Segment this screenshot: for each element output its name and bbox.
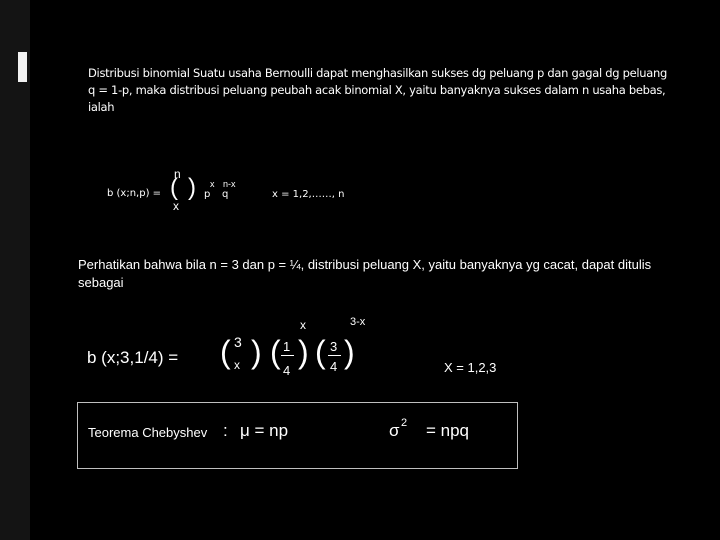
formula2-lhs: b (x;3,1/4) =: [87, 348, 179, 367]
formula2-frac2-open-paren: (: [315, 334, 326, 370]
slide-accent-marker: [18, 52, 27, 82]
formula1-open-paren: (: [170, 174, 178, 201]
formula2-frac1-close-paren: ): [298, 334, 309, 370]
note-paragraph: Perhatikan bahwa bila n = 3 dan p = ¼, distribusi peluang X, yaitu banyaknya yg cacat, dapat ditulis sebagai: [78, 257, 652, 290]
formula2-range: X = 1,2,3: [444, 360, 497, 375]
formula2-binom-top: 3: [234, 334, 242, 350]
formula1-lhs: b (x;n,p) =: [107, 188, 162, 199]
formula2-frac2-close-paren: ): [344, 334, 355, 370]
formula1-range: x = 1,2,……, n: [272, 189, 345, 200]
formula2-frac1-numerator: 1: [283, 339, 291, 354]
formula1-binom-top: n: [174, 167, 181, 181]
formula1-binom-bottom: x: [173, 199, 179, 213]
theorem-sigma: σ: [389, 421, 400, 440]
theorem-mean: μ = np: [240, 421, 289, 440]
formula2-exponent-2: 3-x: [350, 316, 366, 328]
theorem-sigma-exponent: 2: [401, 417, 408, 429]
formula2-close-paren: ): [251, 334, 262, 370]
formula1-close-paren: ): [188, 174, 196, 201]
formula2-frac1-open-paren: (: [270, 334, 281, 370]
formula1-p-exponent: x: [210, 179, 215, 189]
formula1-q-exponent: n-x: [223, 179, 236, 189]
formula2-frac2-bar: [328, 355, 341, 356]
formula2-open-paren: (: [220, 334, 231, 370]
formula2-frac2-numerator: 3: [330, 339, 338, 354]
formula2-frac1-bar: [281, 355, 294, 356]
intro-paragraph: Distribusi binomial Suatu usaha Bernoulli dapat menghasilkan sukses dg peluang p dan gagal dg peluang q = 1-p, maka distribusi peluang peubah acak binomial X, yaitu banyaknya sukses dalam n usaha bebas, ialah: [88, 66, 667, 114]
theorem-variance: = npq: [426, 421, 470, 440]
theorem-label: Teorema Chebyshev: [88, 425, 208, 440]
formula2-frac1-denominator: 4: [283, 363, 291, 378]
formula2-exponent-1: x: [300, 318, 306, 332]
formula1-q: q: [222, 189, 229, 200]
formula2-binom-bottom: x: [234, 358, 240, 372]
formula2-frac2-denominator: 4: [330, 359, 338, 374]
formula1-p: p: [204, 189, 211, 200]
theorem-colon: :: [223, 421, 228, 440]
